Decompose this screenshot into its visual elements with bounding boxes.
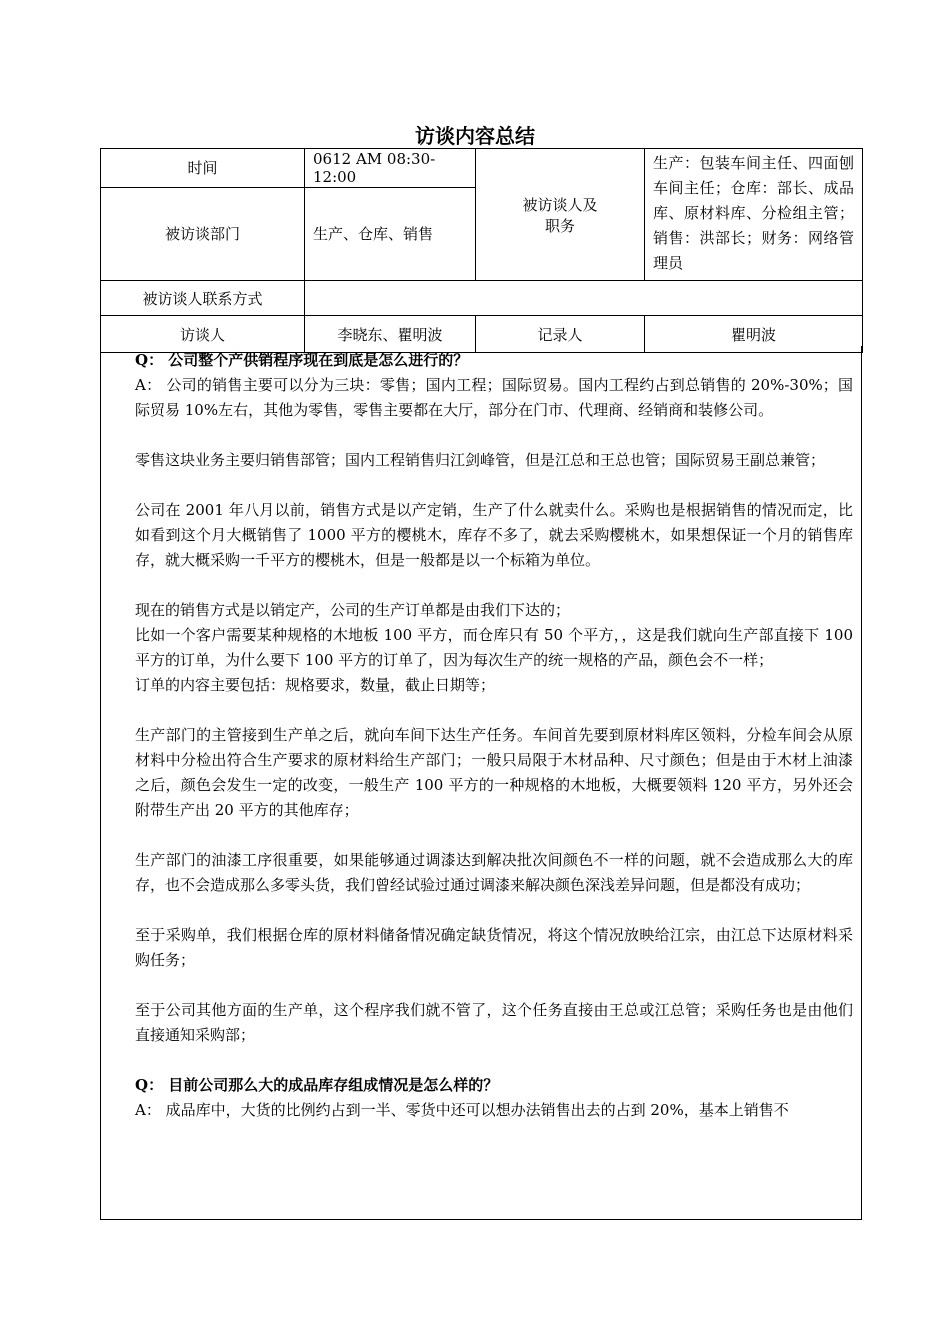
paragraph-5: 生产部门的主管接到生产单之后，就向车间下达生产任务。车间首先要到原材料库区领料，分检车间会从原材料中分检出符合生产要求的原材料给生产部门；一般只局限于木材品种、尺寸颜色；但是由于木材上油漆之后，颜色会发生一定的改变，一般生产 100 平方的一种规格的木地板，大概要领料 120 平方，另外还会附带生产出 20 平方的其他库存；	[135, 726, 853, 819]
time-value: 0612 AM 08:30-12:00	[305, 149, 476, 188]
interviewee-label-line1: 被访谈人及	[522, 195, 598, 214]
interviewee-label-line2: 职务	[544, 216, 575, 235]
answer-1: A： 公司的销售主要可以分为三块：零售；国内工程；国际贸易。国内工程约占到总销售的 20%-30%；国际贸易 10%左右，其他为零售，零售主要都在大厅，部分在门市、代理商、经销商和装修公司。	[135, 376, 853, 419]
interviewer-label: 访谈人	[101, 316, 305, 353]
contact-label: 被访谈人联系方式	[101, 281, 305, 316]
interview-content-box	[100, 346, 862, 1220]
paragraph-4a: 现在的销售方式是以销定产，公司的生产订单都是由我们下达的；	[135, 601, 571, 619]
paragraph-4c: 订单的内容主要包括：规格要求，数量，截止日期等；	[135, 676, 496, 694]
paragraph-6: 生产部门的油漆工序很重要，如果能够通过调漆达到解决批次间颜色不一样的问题，就不会造成那么大的库存，也不会造成那么多零头货，我们曾经试验过通过调漆来解决颜色深浅差异问题，但是都没有成功；	[135, 851, 853, 894]
page-title: 访谈内容总结	[415, 124, 535, 148]
time-label: 时间	[101, 149, 305, 188]
dept-value: 生产、仓库、销售	[305, 187, 476, 280]
paragraph-3: 公司在 2001 年八月以前，销售方式是以产定销，生产了什么就卖什么。采购也是根据销售的情况而定，比如看到这个月大概销售了 1000 平方的樱桃木，库存不多了，就去采购樱桃木，如果想保证一个月的销售库存，就大概采购一千平方的樱桃木，但是一般都是以一个标箱为单位。	[135, 501, 853, 569]
paragraph-4b: 比如一个客户需要某种规格的木地板 100 平方，而仓库只有 50 个平方，，这是我们就向生产部直接下 100 平方的订单，为什么要下 100 平方的订单了，因为每次生产的统一规格的产品，颜色会不一样；	[135, 626, 853, 669]
question-2: Q： 目前公司那么大的成品库存组成情况是怎么样的？	[135, 1076, 499, 1094]
recorder-value: 瞿明波	[645, 316, 863, 353]
interviewee-label	[476, 149, 645, 281]
interview-info-table	[100, 148, 863, 353]
paragraph-2: 零售这块业务主要归销售部管；国内工程销售归江剑峰管，但是江总和王总也管；国际贸易王副总兼管；	[135, 451, 826, 469]
paragraph-7: 至于采购单，我们根据仓库的原材料储备情况确定缺货情况，将这个情况放映给江宗，由江总下达原材料采购任务；	[135, 926, 853, 969]
interviewee-value: 生产：包装车间主任、四面刨车间主任；仓库：部长、成品库、原材料库、分检组主管；销售：洪部长；财务：网络管理员	[645, 149, 863, 281]
question-1: Q： 公司整个产供销程序现在到底是怎么进行的？	[135, 351, 469, 369]
answer-2: A： 成品库中，大货的比例约占到一半、零货中还可以想办法销售出去的占到 20%，基本上销售不	[135, 1101, 789, 1119]
paragraph-8: 至于公司其他方面的生产单，这个程序我们就不管了，这个任务直接由王总或江总管；采购任务也是由他们直接通知采购部；	[135, 1001, 853, 1044]
recorder-label: 记录人	[476, 316, 645, 353]
dept-label: 被访谈部门	[101, 187, 305, 280]
contact-value	[305, 281, 863, 316]
interview-content	[101, 346, 861, 1123]
interviewer-value: 李晓东、瞿明波	[305, 316, 476, 353]
